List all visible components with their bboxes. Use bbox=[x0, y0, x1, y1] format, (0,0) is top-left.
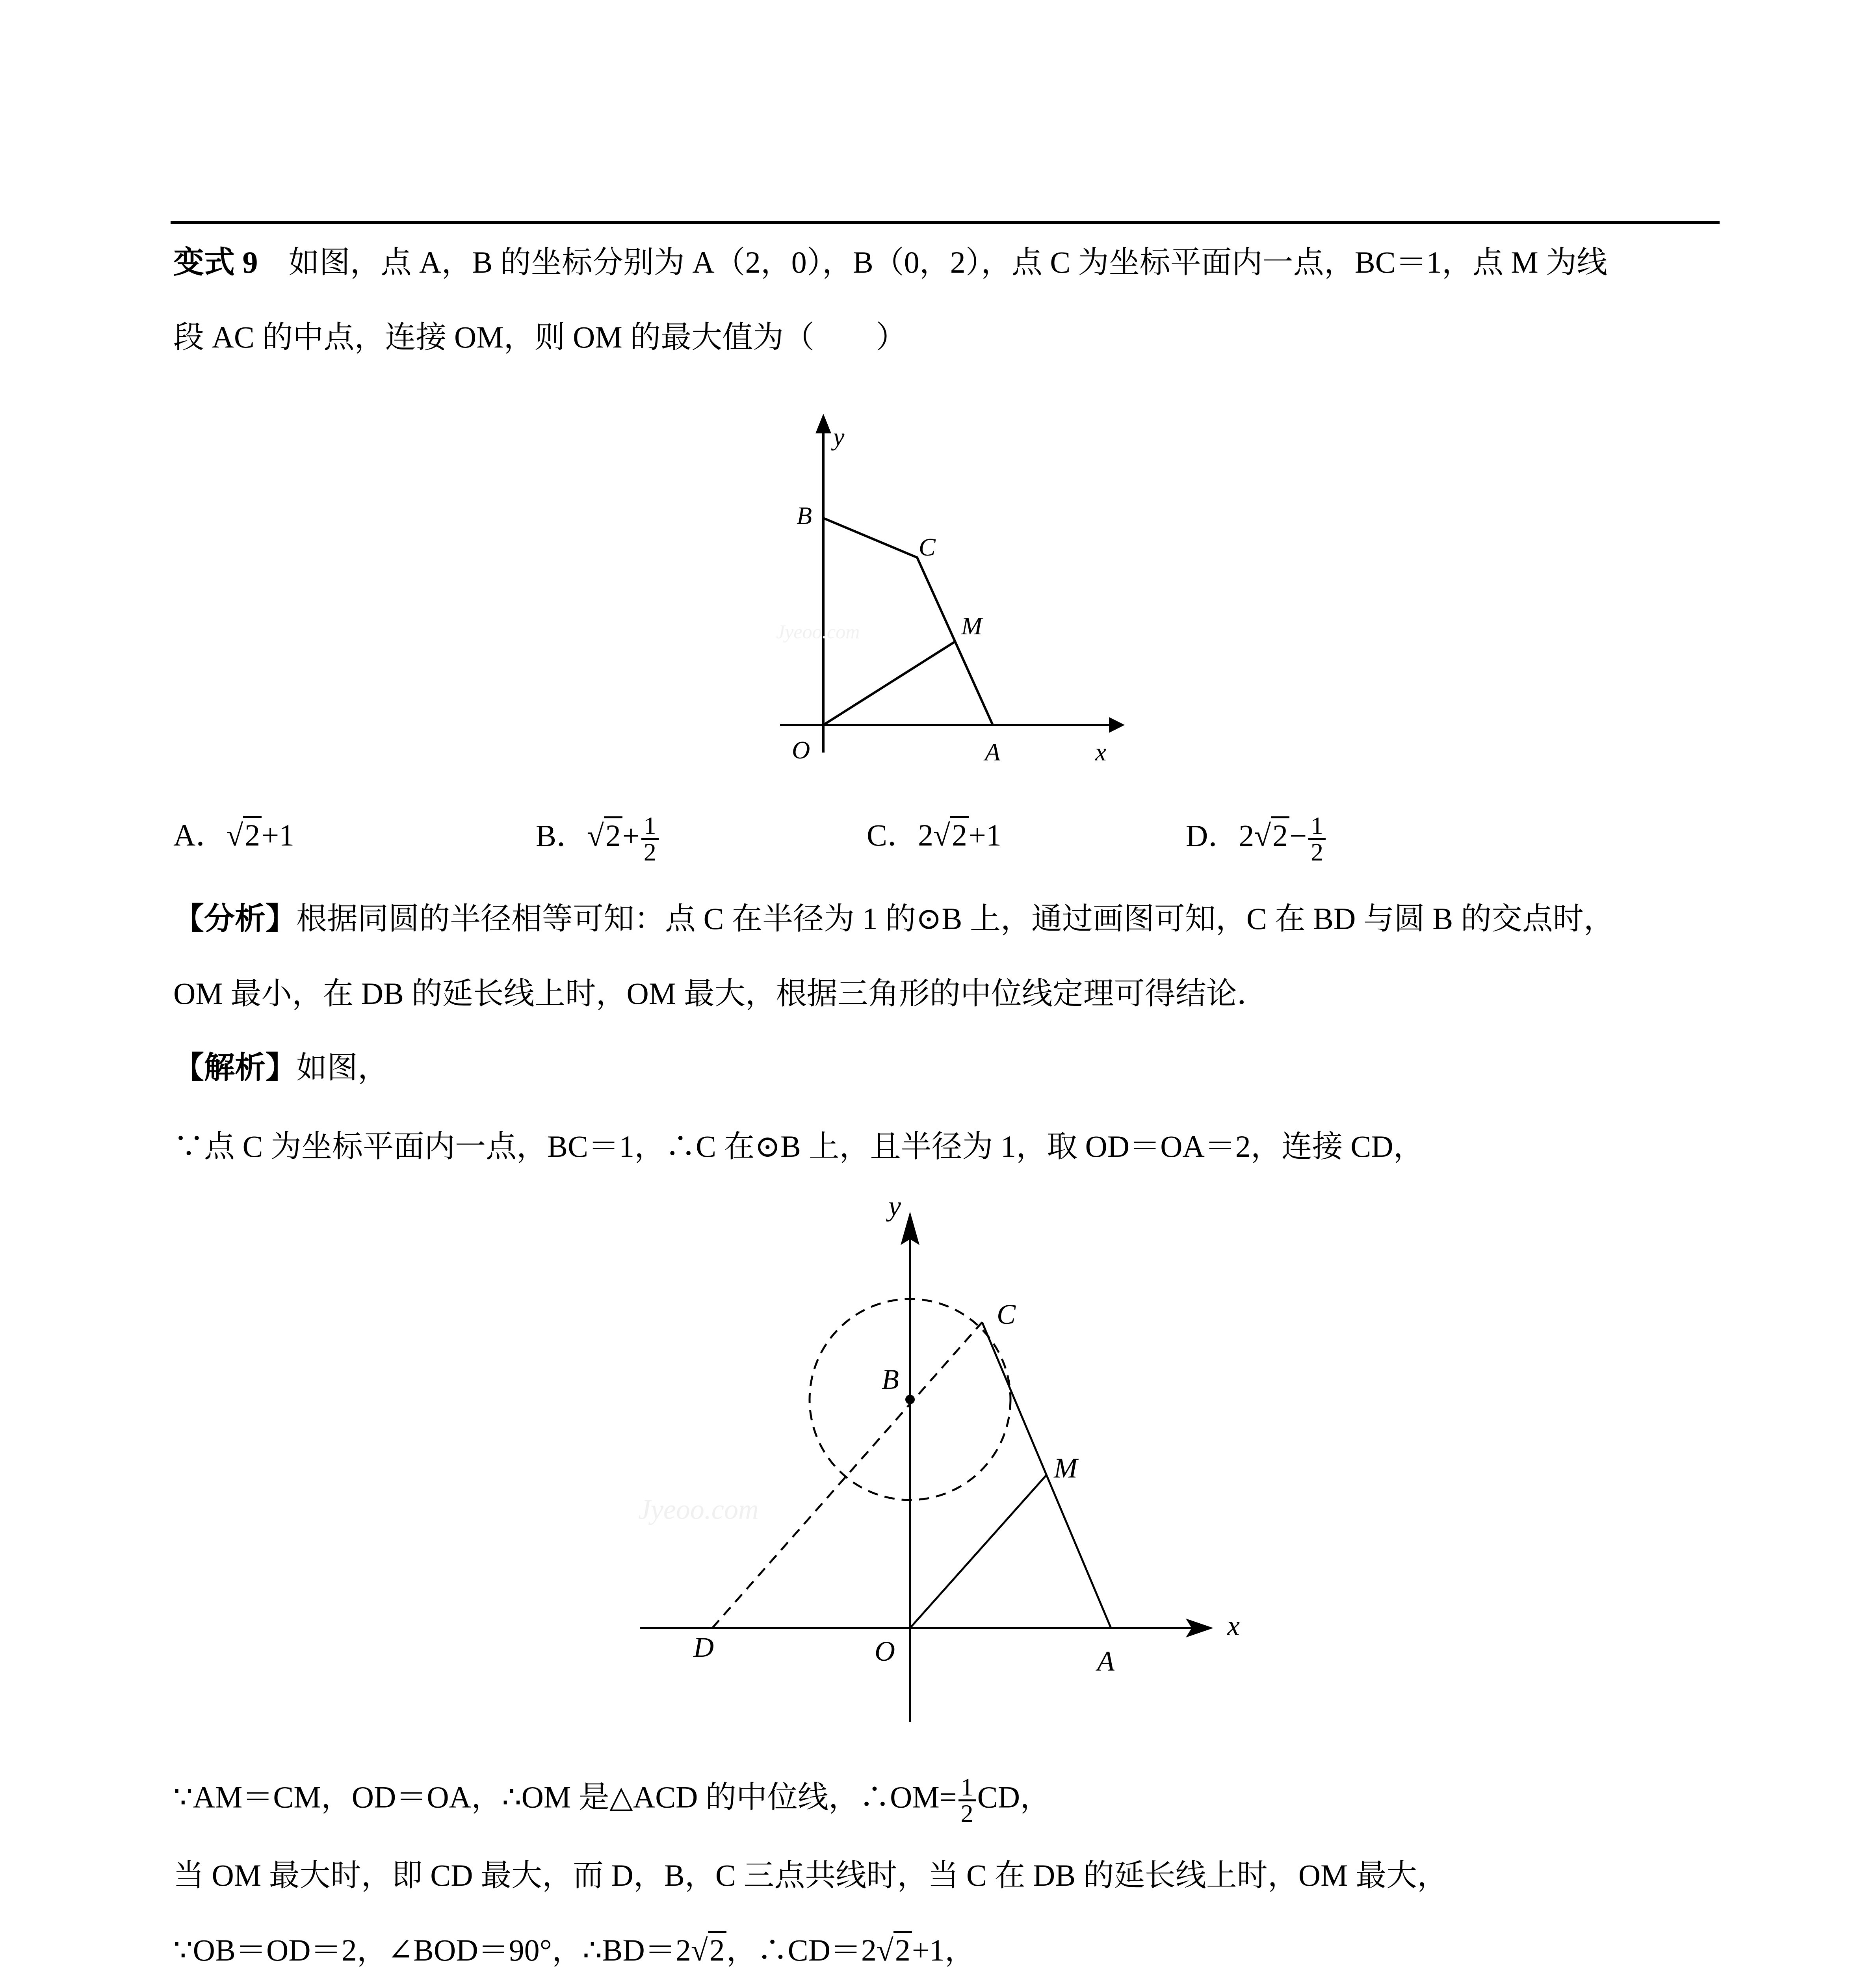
fig1-segment-om bbox=[823, 641, 955, 725]
option-d-tail: − bbox=[1289, 818, 1307, 853]
option-a-tail: +1 bbox=[262, 818, 295, 852]
fig1-label-m: M bbox=[961, 612, 983, 640]
fig2-segment-ca bbox=[982, 1322, 1111, 1628]
option-b-den: 2 bbox=[643, 838, 656, 866]
option-d-fraction bbox=[1308, 814, 1326, 864]
option-b[interactable] bbox=[536, 814, 660, 864]
solution-text-2: ∵点 C 为坐标平面内一点，BC＝1，∴C 在⊙B 上，且半径为 1，取 OD＝OA＝2，连接 CD， bbox=[173, 1129, 1424, 1163]
figure-2 bbox=[630, 1182, 1269, 1734]
figure-1 bbox=[749, 398, 1150, 764]
problem-label: 变式 9 bbox=[173, 245, 258, 279]
fig1-label-y: y bbox=[833, 423, 845, 451]
solution-text-5b: ，∴CD＝2 bbox=[726, 1933, 877, 1967]
fig1-label-x: x bbox=[1095, 738, 1107, 764]
fig2-label-y: y bbox=[888, 1190, 901, 1222]
fig1-label-a: A bbox=[985, 738, 1001, 764]
fig2-label-c: C bbox=[997, 1299, 1016, 1330]
fig2-label-x: x bbox=[1227, 1610, 1240, 1641]
solution-line-2 bbox=[173, 1127, 1424, 1166]
solution-text-3b: CD， bbox=[977, 1780, 1051, 1814]
fig1-watermark: Jyeoo.com bbox=[776, 621, 860, 643]
solution-text-5c: +1， bbox=[912, 1933, 975, 1967]
option-d[interactable] bbox=[1186, 814, 1327, 864]
option-b-fraction bbox=[641, 814, 659, 864]
option-b-tail: + bbox=[622, 818, 640, 853]
problem-text-2: 段 AC 的中点，连接 OM，则 OM 的最大值为（ ） bbox=[173, 320, 907, 354]
option-a-sqrt: √2 bbox=[226, 814, 262, 857]
solution-line-3 bbox=[173, 1775, 1051, 1826]
half-fraction-1 bbox=[958, 1775, 976, 1826]
option-c-letter: C． bbox=[867, 818, 918, 852]
option-d-lead: 2 bbox=[1239, 818, 1254, 853]
fig1-x-arrow bbox=[1109, 717, 1125, 733]
radicand: 2 bbox=[893, 1931, 912, 1967]
fig2-segment-om bbox=[910, 1475, 1046, 1628]
analysis-tag: 【分析】 bbox=[173, 901, 297, 936]
analysis-line-1 bbox=[173, 899, 1614, 939]
option-d-sqrt: √2 bbox=[1254, 814, 1289, 857]
problem-text-1: 如图，点 A，B 的坐标分别为 A（2，0），B（0，2），点 C 为坐标平面内一点，BC＝1，点 M 为线 bbox=[288, 245, 1608, 279]
fig2-point-b bbox=[905, 1395, 915, 1404]
fig1-label-b: B bbox=[797, 502, 812, 530]
frac-num: 1 bbox=[958, 1775, 976, 1801]
solution-line-1 bbox=[173, 1048, 388, 1087]
option-b-num: 1 bbox=[641, 814, 659, 840]
option-b-letter: B． bbox=[536, 818, 587, 853]
solution-line-5 bbox=[173, 1931, 975, 1970]
solution-text-4: 当 OM 最大时，即 CD 最大，而 D，B，C 三点共线时，当 C 在 DB 的延长线上时，OM 最大， bbox=[173, 1858, 1448, 1892]
option-b-radicand: 2 bbox=[604, 816, 622, 853]
analysis-text-2: OM 最小，在 DB 的延长线上时，OM 最大，根据三角形的中位线定理可得结论． bbox=[173, 976, 1268, 1011]
option-a-radicand: 2 bbox=[243, 816, 262, 852]
option-c-radicand: 2 bbox=[950, 816, 969, 852]
option-c-lead: 2 bbox=[918, 818, 934, 852]
option-d-letter: D． bbox=[1186, 818, 1239, 853]
fig2-label-a: A bbox=[1097, 1645, 1114, 1677]
fig2-watermark: Jyeoo.com bbox=[638, 1494, 759, 1525]
solution-text-5a: ∵OB＝OD＝2，∠BOD＝90°，∴BD＝2 bbox=[173, 1933, 691, 1967]
option-a[interactable] bbox=[173, 814, 294, 857]
fig1-label-c: C bbox=[919, 533, 936, 561]
frac-den: 2 bbox=[960, 1799, 973, 1827]
option-c[interactable] bbox=[867, 814, 1001, 857]
option-d-num: 1 bbox=[1308, 814, 1326, 840]
option-d-radicand: 2 bbox=[1271, 816, 1289, 853]
option-c-sqrt: √2 bbox=[933, 814, 969, 857]
solution-text-3a: ∵AM＝CM，OD＝OA，∴OM 是△ACD 的中位线，∴OM= bbox=[173, 1780, 957, 1814]
option-c-tail: +1 bbox=[968, 818, 1001, 852]
option-d-den: 2 bbox=[1311, 838, 1324, 866]
solution-tag: 【解析】 bbox=[173, 1050, 297, 1085]
option-b-sqrt: √2 bbox=[587, 814, 622, 857]
fig2-label-d: D bbox=[693, 1632, 714, 1663]
fig1-label-o: O bbox=[792, 736, 810, 764]
fig2-label-b: B bbox=[882, 1364, 899, 1395]
fig2-segment-dc bbox=[712, 1322, 982, 1628]
header-rule bbox=[171, 221, 1720, 224]
analysis-line-2 bbox=[173, 974, 1268, 1013]
solution-line-4 bbox=[173, 1856, 1448, 1895]
problem-line-2 bbox=[173, 318, 906, 357]
sqrt-2-b: √2 bbox=[877, 1931, 912, 1970]
radicand: 2 bbox=[708, 1931, 726, 1967]
fig2-label-o: O bbox=[875, 1635, 895, 1667]
fig1-y-arrow bbox=[815, 414, 831, 433]
solution-text-1: 如图， bbox=[296, 1050, 389, 1085]
option-a-letter: A． bbox=[173, 818, 227, 852]
sqrt-2-a: √2 bbox=[691, 1931, 726, 1970]
fig2-label-m: M bbox=[1054, 1452, 1077, 1484]
analysis-text-1: 根据同圆的半径相等可知：点 C 在半径为 1 的⊙B 上，通过画图可知，C 在 BD 与圆 B 的交点时， bbox=[296, 901, 1614, 936]
problem-line-1 bbox=[173, 243, 1607, 282]
